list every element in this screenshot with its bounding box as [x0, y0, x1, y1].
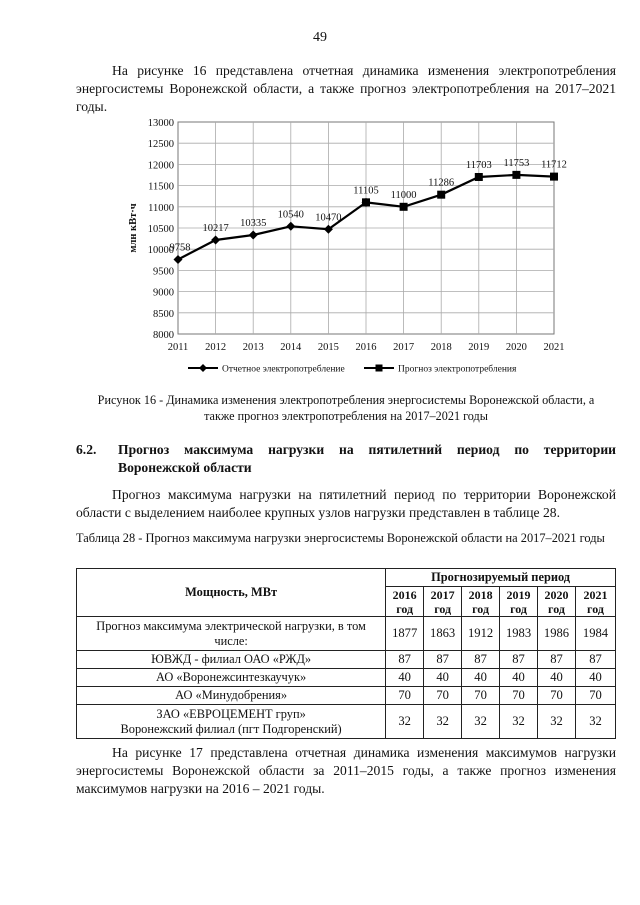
- header-year: [424, 587, 462, 617]
- row-value: 70: [424, 687, 462, 705]
- intro-paragraph: [76, 62, 616, 116]
- y-tick-label: 10500: [147, 224, 174, 235]
- row-value: 32: [386, 705, 424, 739]
- y-tick-label: 9500: [153, 266, 174, 278]
- row-value: 32: [424, 705, 462, 739]
- row-label: [77, 617, 386, 651]
- intro-paragraph-text: На рисунке 16 представлена отчетная динамика изменения электропотребления энергосистемы Воронежской области, а также прогноз электропотребления на 2017–2021 годы.: [76, 63, 616, 114]
- data-label: 10470: [315, 212, 342, 224]
- x-tick-label: 2020: [505, 342, 527, 353]
- table-row: [77, 705, 616, 739]
- data-label: 9758: [169, 242, 191, 254]
- section-title-line2: Воронежской области: [118, 460, 252, 475]
- closing-paragraph-text: На рисунке 17 представлена отчетная динамика изменения максимумов нагрузки энергосистемы Воронежской области за 2011–2015 годы, а также прогноз изменения максимумов нагрузки на 2016 – 2021 годы.: [76, 745, 616, 796]
- row-value: 87: [462, 651, 500, 669]
- data-point-square: [362, 198, 370, 206]
- header-year-number: 2020: [544, 587, 569, 602]
- header-year-unit: год: [587, 601, 604, 616]
- data-point-diamond: [286, 222, 295, 231]
- y-tick-label: 8000: [153, 330, 174, 341]
- table-caption: Таблица 28 - Прогноз максимума нагрузки энергосистемы Воронежской области на 2017–2021 годы: [76, 531, 605, 545]
- data-label: 10540: [277, 209, 304, 221]
- y-tick-label: 11000: [148, 202, 174, 214]
- consumption-chart-svg: [122, 114, 582, 376]
- row-label-line1: ЮВЖД - филиал ОАО «РЖД»: [151, 652, 312, 666]
- section-paragraph: [76, 486, 616, 522]
- header-year-unit: год: [434, 601, 452, 616]
- row-value: 40: [424, 669, 462, 687]
- legend-label: Отчетное электропотребление: [222, 364, 345, 375]
- data-label: 11712: [541, 159, 567, 171]
- data-point-square: [475, 173, 483, 181]
- data-label: 11105: [353, 185, 379, 197]
- row-value: 87: [500, 651, 538, 669]
- row-value: 70: [462, 687, 500, 705]
- y-tick-label: 12000: [147, 160, 174, 172]
- header-year: [386, 587, 424, 617]
- x-tick-label: 2017: [393, 342, 415, 353]
- header-year: [538, 587, 576, 617]
- row-value: 32: [575, 705, 615, 739]
- section-paragraph-text: Прогноз максимума нагрузки на пятилетний период по территории Воронежской области с выделением наиболее крупных узлов нагрузки представлен в таблице 28.: [76, 487, 616, 520]
- row-value: 32: [538, 705, 576, 739]
- row-value: 1984: [575, 617, 615, 651]
- row-value: 70: [500, 687, 538, 705]
- data-point-diamond: [174, 255, 183, 264]
- section-heading: [76, 441, 616, 477]
- load-forecast-table: [76, 568, 616, 739]
- row-value: 87: [386, 651, 424, 669]
- data-label: 11703: [465, 159, 492, 171]
- header-year-number: 2018: [468, 587, 493, 602]
- data-point-square: [550, 173, 558, 181]
- header-year-number: 2021: [583, 587, 608, 602]
- legend-marker-square: [376, 365, 383, 372]
- row-value: 70: [575, 687, 615, 705]
- figure-caption: [76, 392, 616, 424]
- section-number: 6.2.: [76, 442, 97, 457]
- x-tick-label: 2012: [205, 342, 227, 353]
- header-year-unit: год: [396, 601, 414, 616]
- legend-label: Прогноз электропотребления: [398, 364, 517, 375]
- header-year: [500, 587, 538, 617]
- row-value: 1986: [538, 617, 576, 651]
- row-value: 32: [462, 705, 500, 739]
- x-tick-label: 2015: [317, 342, 339, 353]
- row-label-line1: АО «Воронежсинтезкаучук»: [156, 670, 307, 684]
- consumption-chart: [122, 114, 582, 376]
- data-label: 10335: [240, 217, 267, 229]
- row-value: 1863: [424, 617, 462, 651]
- row-label: [77, 669, 386, 687]
- y-tick-label: 12500: [147, 139, 174, 151]
- data-label: 11753: [503, 157, 530, 169]
- y-tick-label: 8500: [153, 308, 174, 320]
- row-label-line1: АО «Минудобрения»: [175, 688, 288, 702]
- y-tick-label: 9000: [153, 287, 174, 299]
- row-value: 40: [500, 669, 538, 687]
- table-row: [77, 617, 616, 651]
- row-value: 87: [575, 651, 615, 669]
- row-label-line2: числе:: [214, 633, 248, 648]
- figure-caption-line2: также прогноз электропотребления на 2017–2021 годы: [204, 409, 488, 423]
- data-point-square: [512, 171, 520, 179]
- row-label: [77, 687, 386, 705]
- row-value: 40: [538, 669, 576, 687]
- row-value: 32: [500, 705, 538, 739]
- row-value: 40: [386, 669, 424, 687]
- page-number: 49: [313, 30, 327, 45]
- row-value: 70: [386, 687, 424, 705]
- legend-marker-diamond: [199, 364, 207, 372]
- table-body: [77, 617, 616, 739]
- header-year-number: 2019: [506, 587, 531, 602]
- x-tick-label: 2011: [167, 342, 189, 353]
- row-label-line1: ЗАО «ЕВРОЦЕМЕНТ груп»: [156, 706, 306, 721]
- y-tick-label: 13000: [147, 118, 174, 129]
- table-row: [77, 687, 616, 705]
- header-year-unit: год: [510, 601, 527, 616]
- data-point-diamond: [249, 230, 258, 239]
- x-tick-label: 2019: [468, 342, 490, 353]
- x-tick-label: 2014: [280, 342, 302, 353]
- section-title-line1: Прогноз максимума нагрузки на пятилетний период по территории: [118, 442, 616, 457]
- table-row: [77, 669, 616, 687]
- data-label: 10217: [202, 222, 229, 234]
- header-forecast-period: Прогнозируемый период: [386, 569, 616, 587]
- row-label: [77, 705, 386, 739]
- figure-caption-line1: Рисунок 16 - Динамика изменения электропотребления энергосистемы Воронежской области, а: [97, 393, 595, 407]
- x-tick-label: 2016: [355, 342, 377, 353]
- data-point-square: [400, 203, 408, 211]
- closing-paragraph: [76, 744, 616, 798]
- row-value: 40: [462, 669, 500, 687]
- header-year-unit: год: [548, 601, 565, 616]
- row-value: 1983: [500, 617, 538, 651]
- row-value: 1912: [462, 617, 500, 651]
- header-year-number: 2017: [430, 587, 455, 602]
- data-point-diamond: [211, 235, 220, 244]
- table-row: [77, 651, 616, 669]
- row-value: 1877: [386, 617, 424, 651]
- header-year-number: 2016: [392, 587, 417, 602]
- row-value: 87: [424, 651, 462, 669]
- row-label: [77, 651, 386, 669]
- data-label: 11000: [390, 189, 417, 201]
- row-value: 70: [538, 687, 576, 705]
- header-power: Мощность, МВт: [77, 569, 386, 617]
- y-tick-label: 10000: [147, 245, 174, 257]
- row-value: 40: [575, 669, 615, 687]
- y-axis-label: млн кВт·ч: [128, 203, 139, 253]
- x-tick-label: 2013: [242, 342, 264, 353]
- header-year: [575, 587, 615, 617]
- x-tick-label: 2018: [430, 342, 452, 353]
- row-label-line2: Воронежский филиал (пгт Подгоренский): [120, 721, 342, 736]
- data-label: 11286: [428, 177, 455, 189]
- x-tick-label: 2021: [543, 342, 565, 353]
- header-year: [462, 587, 500, 617]
- y-tick-label: 11500: [148, 181, 174, 193]
- row-value: 87: [538, 651, 576, 669]
- row-label-line1: Прогноз максимума электрической нагрузки, в том: [96, 618, 366, 633]
- data-point-square: [437, 191, 445, 199]
- header-year-unit: год: [472, 601, 490, 616]
